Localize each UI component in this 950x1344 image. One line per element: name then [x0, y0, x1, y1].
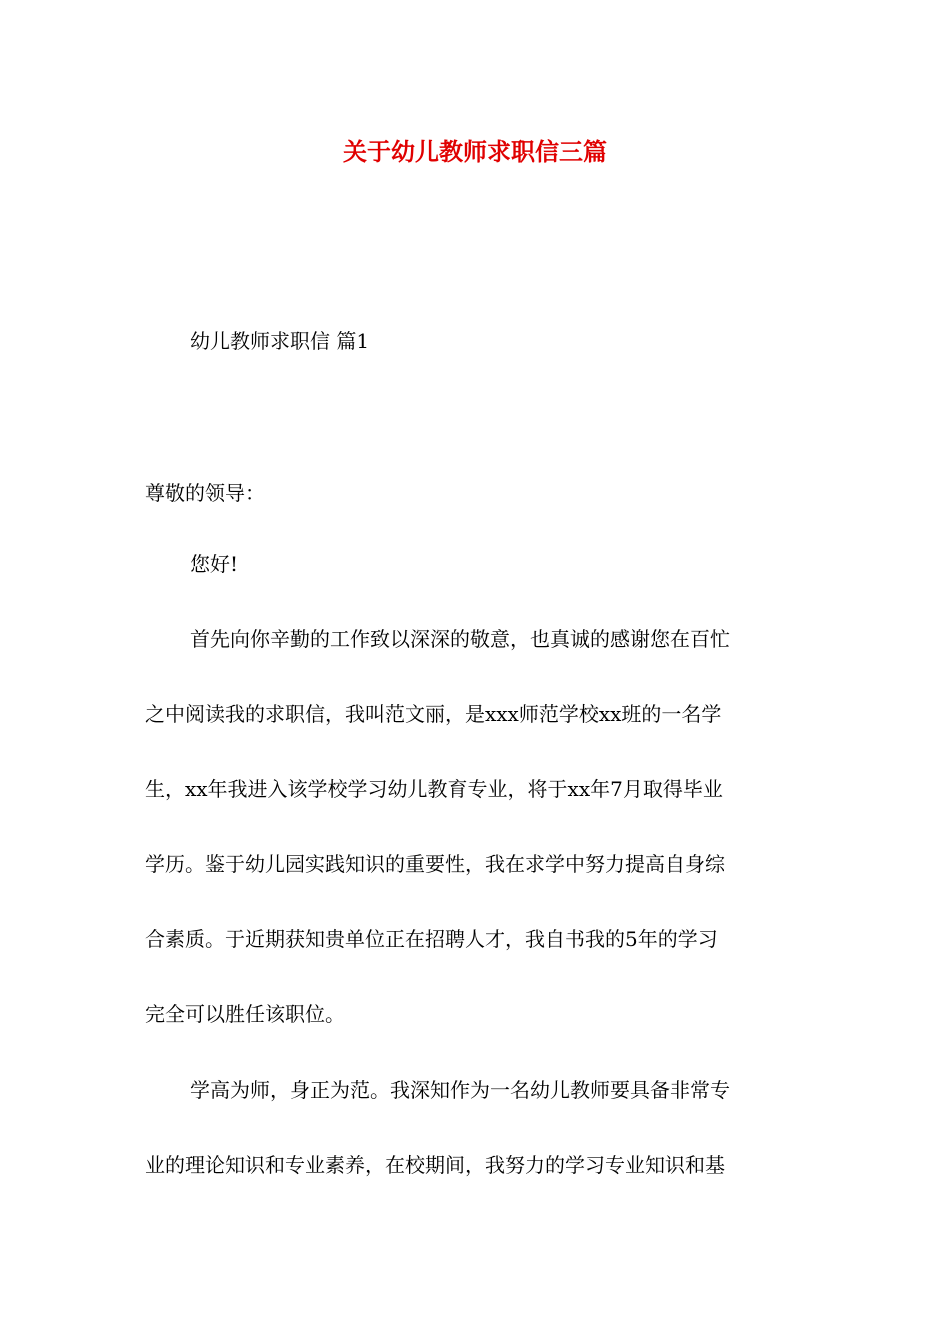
paragraph-line: 合素质。于近期获知贵单位正在招聘人才，我自书我的5年的学习: [145, 927, 718, 951]
paragraph-line: 业的理论知识和专业素养，在校期间，我努力的学习专业知识和基: [145, 1153, 725, 1177]
paragraph-line: 学高为师，身正为范。我深知作为一名幼儿教师要具备非常专: [190, 1078, 730, 1102]
greeting: 您好!: [190, 552, 239, 576]
paragraph-line: 之中阅读我的求职信，我叫范文丽，是xxx师范学校xx班的一名学: [145, 702, 722, 726]
paragraph-2: [145, 1053, 807, 1203]
salutation: 尊敬的领导：: [145, 481, 265, 505]
paragraph-line: 首先向你辛勤的工作致以深深的敬意，也真诚的感谢您在百忙: [190, 627, 730, 651]
paragraph-1: [145, 602, 807, 1052]
section-heading: 幼儿教师求职信 篇1: [190, 329, 370, 353]
paragraph-line: 生，xx年我进入该学校学习幼儿教育专业，将于xx年7月取得毕业: [145, 777, 723, 801]
document-title: 关于幼儿教师求职信三篇: [343, 137, 607, 166]
paragraph-line: 完全可以胜任该职位。: [145, 1002, 345, 1026]
paragraph-line: 学历。鉴于幼儿园实践知识的重要性，我在求学中努力提高自身综: [145, 852, 725, 876]
